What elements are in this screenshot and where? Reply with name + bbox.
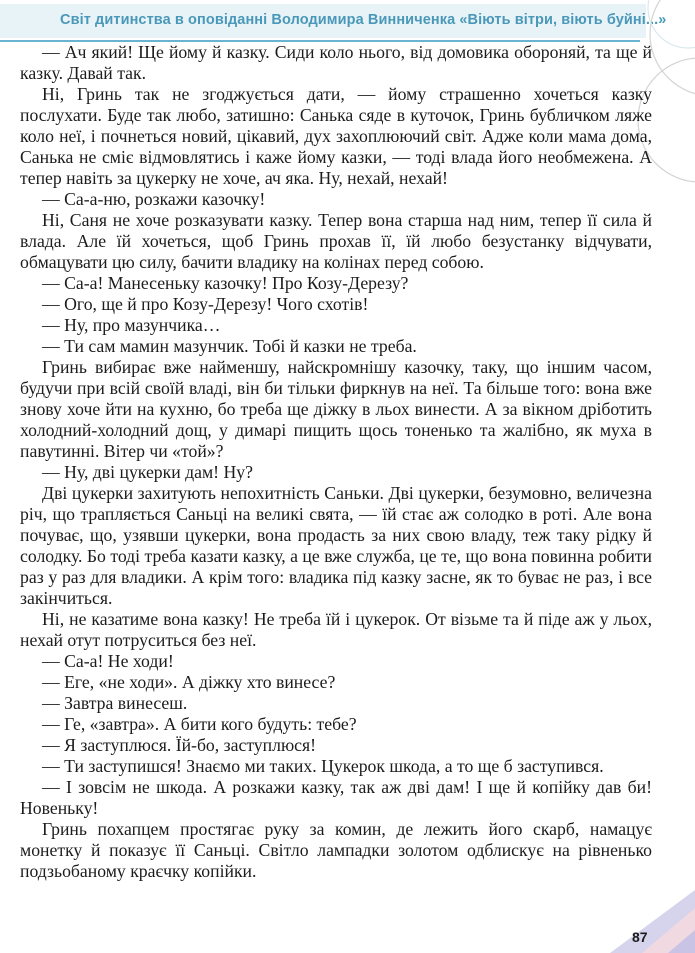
page-number: 87 (632, 929, 648, 945)
paragraph: — Ти сам мамин мазунчик. Тобі й казки не треба. (42, 336, 417, 356)
running-header-title: Світ дитинства в оповіданні Володимира Винниченка «Віють вітри, віють буйні...» (60, 12, 667, 28)
paragraph: Ні, Саня не хоче розказувати казку. Тепер вона старша над ним, тепер її сила й влада. Але їй хочеться, щоб Гринь прохав її, їй любо безустанку відчувати, обмацувати цю силу, бачити владику на колінах перед собою. (20, 210, 652, 272)
paragraph: — Ого, ще й про Козу-Дерезу! Чого схотів! (42, 294, 369, 314)
paragraph: — Са-а-ню, розкажи казочку! (42, 189, 266, 209)
paragraph: Дві цукерки захитують непохитність Саньки. Дві цукерки, безумовно, величезна річ, що трапляється Саньці на великі свята, — їй стає аж солодко в роті. Але вона почуває, що, узявши цукерки, вона продасть за них свою владу, теж таку рідку й солодку. Бо тоді треба казати казку, а це вже служба, це те, що вона повинна робити раз у раз для владики. А крім того: владика під казку засне, як то буває не раз, і все закінчиться. (20, 483, 652, 608)
paragraph: — Ну, дві цукерки дам! Ну? (42, 462, 253, 482)
running-header (0, 0, 695, 48)
paragraph: — І зовсім не шкода. А розкажи казку, так аж дві дам! І ще й копійку дав би! Новеньку! (20, 777, 652, 818)
paragraph: Гринь вибирає вже найменшу, найскромнішу казочку, таку, що іншим часом, будучи при всій своїй владі, він би тільки фиркнув на неї. Та більше того: вона вже знову хоче йти на кухню, бо треба ще діжку в льох винести. А за вікном дріботить холодний-холодний дощ, у димарі пищить щось тоненько та жалібно, як муха в павутинні. Вітер чи «той»? (20, 357, 652, 461)
main-text (20, 42, 652, 882)
paragraph: — Са-а! Манесеньку казочку! Про Козу-Дерезу? (42, 273, 409, 293)
paragraph: — Ач який! Ще йому й казку. Сиди коло нього, від домовика обороняй, та ще й казку. Давай так. (20, 42, 652, 83)
paragraph: — Еге, «не ходи». А діжку хто винесе? (42, 672, 336, 692)
paragraph: — Ге, «завтра». А бити кого будуть: тебе? (42, 714, 357, 734)
paragraph: — Ти заступишся! Знаємо ми таких. Цукерок шкода, а то ще б заступився. (42, 756, 604, 776)
paragraph: — Я заступлюся. Їй-бо, заступлюся! (42, 735, 317, 755)
paragraph: — Са-а! Не ходи! (42, 651, 174, 671)
paragraph: — Ну, про мазунчика… (42, 315, 221, 335)
paragraph: Гринь похапцем простягає руку за комин, де лежить його скарб, намацує монетку й показує її Саньці. Світло лампадки золотом одблискує на рівненько подзьобаному краєчку копійки. (20, 819, 652, 881)
paragraph: Ні, не казатиме вона казку! Не треба їй і цукерок. От візьме та й піде аж у льох, нехай отут потруситься без неї. (20, 609, 652, 650)
paragraph: Ні, Гринь так не згоджується дати, — йому страшенно хочеться казку послухати. Буде так любо, затишно: Санька сяде в куточок, Гринь бубличком ляже коло неї, і почнеться новий, цікавий, дух захоплюючий світ. Адже коли мама дома, Санька не сміє відмовлятись і каже йому казки, — тоді влада його необмежена. А тепер навіть за цукерку не хоче, ач яка. Ну, нехай, нехай! (20, 84, 652, 188)
paragraph: — Завтра винесеш. (42, 693, 188, 713)
